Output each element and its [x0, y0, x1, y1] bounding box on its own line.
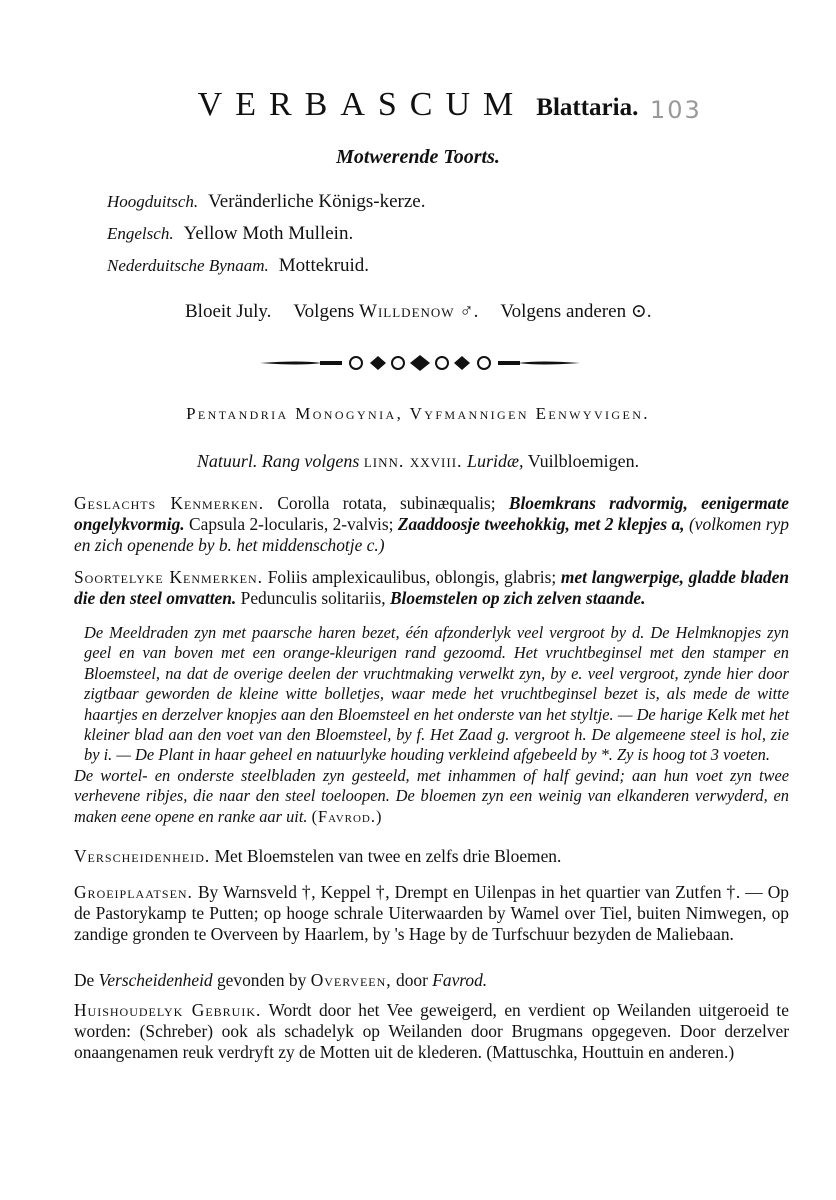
vernacular-name: Yellow Moth Mullein. — [183, 223, 354, 244]
household-use-section — [74, 1000, 789, 1063]
annual-symbol: ⊙. — [630, 301, 652, 322]
household-use-label: Huishoudelyk Gebruik. — [74, 1000, 262, 1020]
species-characters-label: Soortelyke Kenmerken. — [74, 567, 264, 587]
language-label: Hoogduitsch. — [107, 192, 199, 211]
variety-text: Met Bloemstelen van twee en zelfs drie Bloemen. — [214, 846, 562, 866]
page-title — [0, 86, 836, 124]
genus-name: VERBASCUM — [197, 86, 527, 123]
common-name: Motwerende Toorts. — [336, 146, 500, 168]
variety-found-finder: Favrod. — [432, 970, 488, 990]
genus-characters — [74, 493, 789, 556]
variety-label: Verscheidenheid. — [74, 846, 211, 866]
willdenow-prefix: Volgens — [293, 301, 355, 322]
others-text: Volgens anderen — [500, 301, 627, 322]
species-dutch-2: Bloemstelen op zich zelven staande. — [389, 588, 646, 608]
vernacular-name-row — [107, 250, 425, 282]
bloom-time: Bloeit July. — [185, 301, 272, 322]
variety-section — [74, 846, 789, 867]
variety-found-line — [74, 970, 789, 991]
willdenow-name: Willdenow — [359, 301, 455, 322]
plant-description — [74, 623, 789, 827]
habitats-text: By Warnsveld †, Keppel †, Drempt en Uilenpas in het quartier van Zutfen †. — Op de Pastorykamp te Putten; op hooge schrale Uiterwaarden by Wamel over Tiel, buiten Nimwegen, op zandige gronden te Overveen by Haarlem, by 's Hage by de Turfschuur bezyden de Maliebaan. — [74, 882, 789, 944]
perennial-symbol: ♂. — [459, 301, 479, 322]
species-latin-1: Foliis amplexicaulibus, oblongis, glabris; — [267, 567, 557, 587]
description-paragraph-1: De Meeldraden zyn met paarsche haren bezet, één afzonderlyk veel vergroot by d. De Helmknopjes zyn geel en van boven met een orange-kleurigen rand gezoomd. Het vruchtbeginsel met den stamper en Bloemsteel, na dat de overige deelen der vruchtmaking verwelkt zyn, by e. veel vergroot, zynde hier door zigtbaar geworden de kleine witte bolletjes, waar mede het vruchtbeginsel bezet is, als mede de witte haartjes en derzelver knopjes aan den Bloemsteel en het onderste van het styltje. — De harige Kelk met het kleiner blad aan den voet van den Bloemsteel, by f. Het Zaad g. vergroot h. De algemeene steel is hol, zie by i. — De Plant in haar geheel en natuurlyke houding verkleind afgebeeld by *. Zy is hoog tot 3 voeten. — [84, 623, 789, 765]
genus-dutch-1: Bloemkrans radvormig, eenigermate ongelykvormig. — [74, 493, 789, 534]
handwritten-page-number: 103 — [650, 96, 702, 124]
variety-found-prefix: De — [74, 970, 95, 990]
language-label: Engelsch. — [107, 224, 174, 243]
variety-found-middle: gevonden by — [216, 970, 307, 990]
genus-latin-2: Capsula 2-locularis, 2-valvis; — [189, 514, 394, 534]
species-characters — [74, 567, 789, 609]
species-latin-2: Pedunculis solitariis, — [240, 588, 386, 608]
genus-characters-label: Geslachts Kenmerken. — [74, 493, 265, 513]
species-name: Blattaria. — [536, 94, 639, 121]
genus-dutch-2: Zaaddoosje tweehokkig, met 2 klepjes a, — [397, 514, 685, 534]
order-name-latin: Luridæ, — [467, 451, 524, 471]
natural-rank-prefix: Natuurl. Rang volgens — [196, 451, 360, 471]
vernacular-name-row — [107, 186, 425, 218]
description-paragraph-2 — [74, 766, 789, 826]
variety-found-by: door — [396, 970, 428, 990]
genus-dutch-3: (volkomen ryp en zich openende by b. het middenschotje c.) — [74, 514, 789, 555]
genus-latin-1: Corolla rotata, subinæqualis; — [277, 493, 496, 513]
description-paragraph-2-text: De wortel- en onderste steelbladen zyn gesteeld, met inhammen of half gevind; aan hun voet zyn twee verhevene ribjes, die naar den steel toeloopen. De bloemen zyn een weinig van elkanderen verwyderd, en maken eene opene en ranke aar uit. — [74, 765, 789, 826]
language-label: Nederduitsche Bynaam. — [107, 256, 269, 275]
habitats-section — [74, 882, 789, 945]
natural-rank — [0, 451, 836, 472]
ornament-divider — [260, 352, 580, 374]
vernacular-name: Mottekruid. — [278, 255, 370, 276]
variety-found-term: Verscheidenheid — [98, 970, 213, 990]
variety-found-place: Overveen, — [310, 970, 392, 990]
habitats-label: Groeiplaatsen. — [74, 882, 193, 902]
order-name-dutch: Vuilbloemigen. — [527, 451, 640, 471]
household-use-text: Wordt door het Vee geweigerd, en verdient op Weilanden uitgeroeid te worden: (Schreber) ook als schadelyk op Weilanden door Brugmans opgegeven. Door derzelver onaangenamen reuk verdryft zy de Motten uit de klederen. (Mattuschka, Houttuin en anderen.) — [74, 1000, 789, 1062]
description-credit: (Favrod.) — [311, 806, 383, 826]
vernacular-names — [107, 186, 425, 282]
linnaeus-order: linn. xxviii. — [363, 451, 463, 471]
vernacular-name: Veränderliche Königs-kerze. — [208, 191, 426, 212]
linnaean-classification: Pentandria Monogynia, Vyfmannigen Eenwyvigen. — [186, 404, 650, 423]
species-dutch-1: met langwerpige, gladde bladen die den steel omvatten. — [74, 567, 789, 608]
flowering-line — [185, 300, 652, 323]
vernacular-name-row — [107, 218, 425, 250]
